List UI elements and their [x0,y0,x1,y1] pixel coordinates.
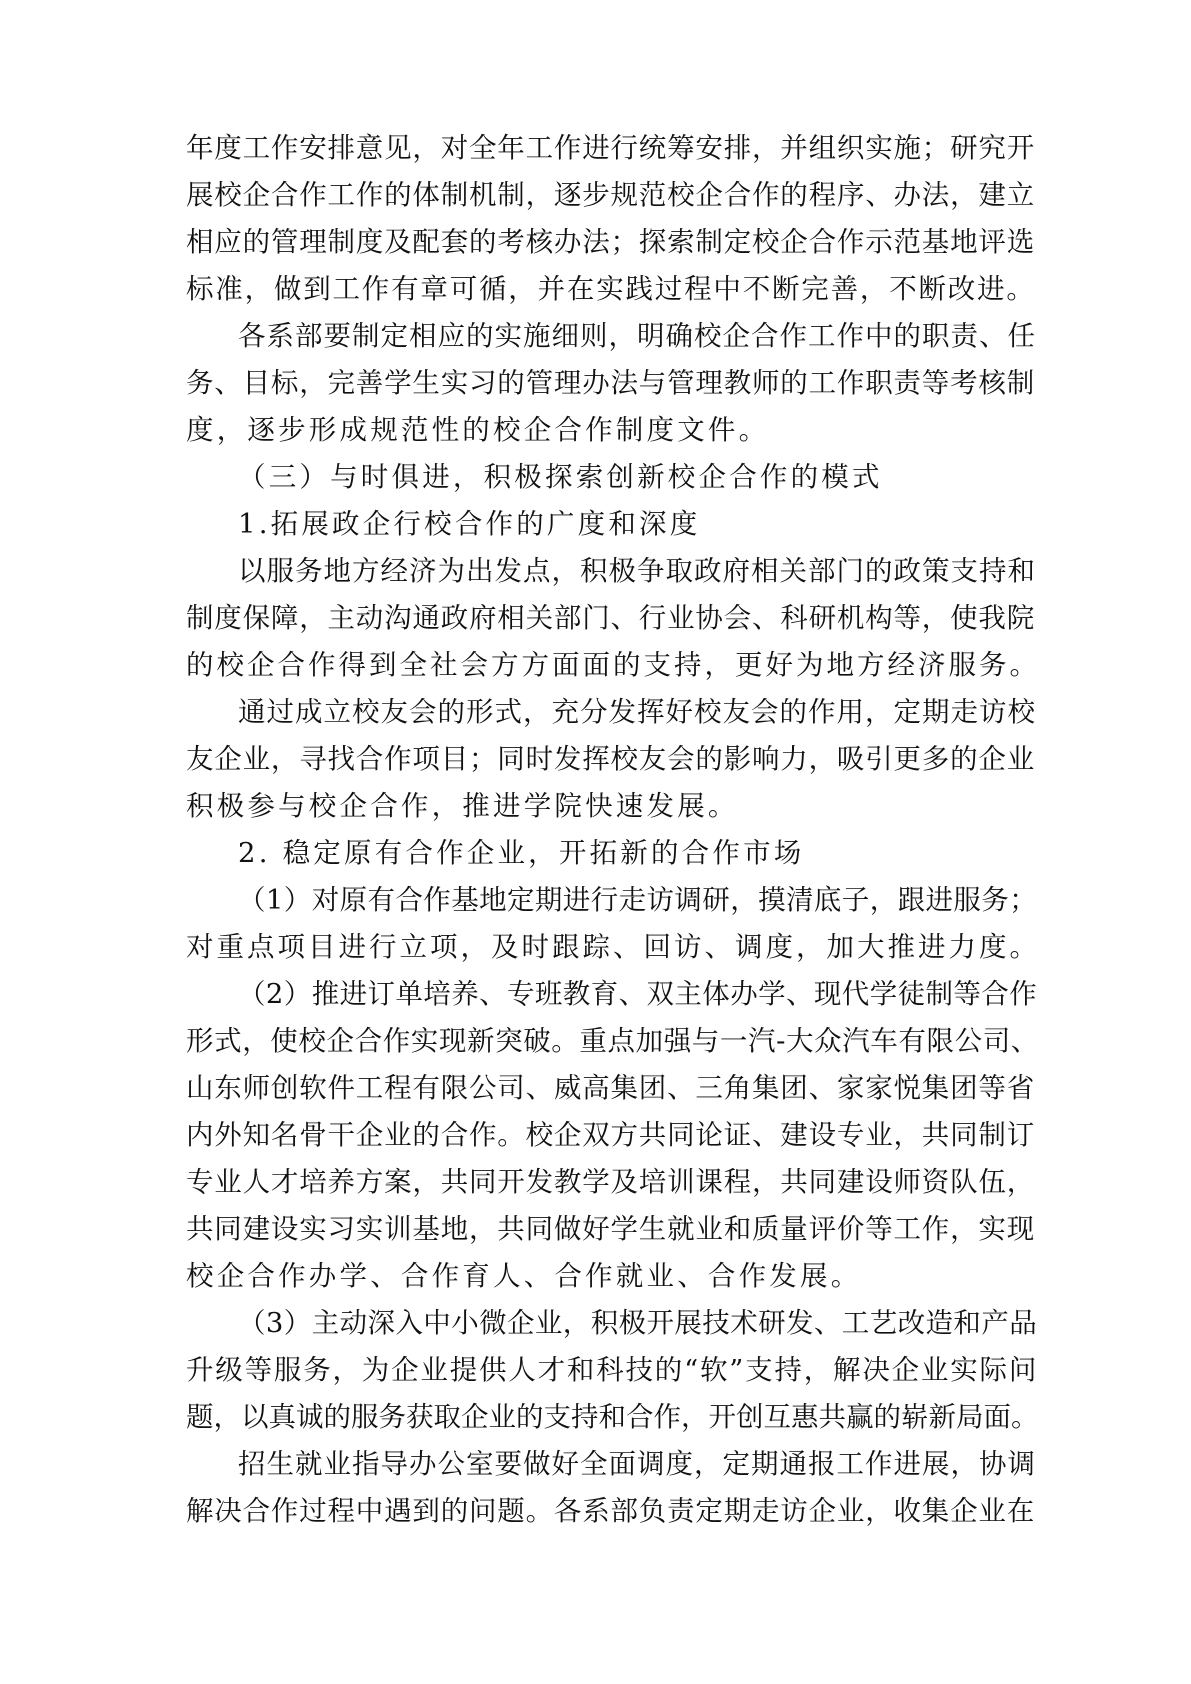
paragraph-start-line: 通过成立校友会的形式，充分发挥好校友会的作用，定期走访校 [238,696,1036,728]
paragraph-start-line: 招生就业指导办公室要做好全面调度，定期通报工作进展，协调 [238,1448,1036,1480]
text-line: 积极参与校企合作，推进学院快速发展。 [186,790,739,822]
text-line: 题，以真诚的服务获取企业的支持和合作，开创互惠共赢的崭新局面。 [186,1401,1039,1433]
subsection-heading: 1.拓展政企行校合作的广度和深度 [238,508,701,540]
text-line: 标准，做到工作有章可循，并在实践过程中不断完善，不断改进。 [186,273,1036,305]
paragraph-start-line: （1）对原有合作基地定期进行走访调研，摸清底子，跟进服务； [238,884,1038,916]
text-line: 解决合作过程中遇到的问题。各系部负责定期走访企业，收集企业在 [186,1495,1035,1527]
text-line: 友企业，寻找合作项目；同时发挥校友会的影响力，吸引更多的企业 [186,743,1035,775]
text-line: 制度保障，主动沟通政府相关部门、行业协会、科研机构等，使我院 [186,602,1035,634]
text-line: 升级等服务，为企业提供人才和科技的“软”支持，解决企业实际问 [186,1354,1039,1386]
paragraph-start-line: 以服务地方经济为出发点，积极争取政府相关部门的政策支持和 [238,555,1036,587]
text-line: 山东师创软件工程有限公司、威高集团、三角集团、家家悦集团等省 [186,1072,1035,1104]
text-line: 校企合作办学、合作育人、合作就业、合作发展。 [186,1260,862,1292]
subsection-heading: 2. 稳定原有合作企业，开拓新的合作市场 [238,837,805,869]
paragraph-start-line: （3）主动深入中小微企业，积极开展技术研发、工艺改造和产品 [238,1307,1038,1339]
text-line: 内外知名骨干企业的合作。校企双方共同论证、建设专业，共同制订 [186,1119,1035,1151]
text-line: 形式，使校企合作实现新突破。重点加强与一汽-大众汽车有限公司、 [186,1025,1039,1057]
section-heading: （三）与时俱进，积极探索创新校企合作的模式 [238,461,883,493]
text-line: 年度工作安排意见，对全年工作进行统筹安排，并组织实施；研究开 [186,132,1035,164]
text-line: 度，逐步形成规范性的校企合作制度文件。 [186,414,770,446]
text-line: 的校企合作得到全社会方方面面的支持，更好为地方经济服务。 [186,649,1040,681]
paragraph-start-line: 各系部要制定相应的实施细则，明确校企合作工作中的职责、任 [238,320,1036,352]
text-line: 共同建设实习实训基地，共同做好学生就业和质量评价等工作，实现 [186,1213,1035,1245]
text-line: 务、目标，完善学生实习的管理办法与管理教师的工作职责等考核制 [186,367,1035,399]
text-line: 相应的管理制度及配套的考核办法；探索制定校企合作示范基地评选 [186,226,1035,258]
paragraph-start-line: （2）推进订单培养、专班教育、双主体办学、现代学徒制等合作 [238,978,1038,1010]
text-line: 专业人才培养方案，共同开发教学及培训课程，共同建设师资队伍， [186,1166,1035,1198]
text-line: 对重点项目进行立项，及时跟踪、回访、调度，加大推进力度。 [186,931,1040,963]
text-line: 展校企合作工作的体制机制，逐步规范校企合作的程序、办法，建立 [186,179,1035,211]
